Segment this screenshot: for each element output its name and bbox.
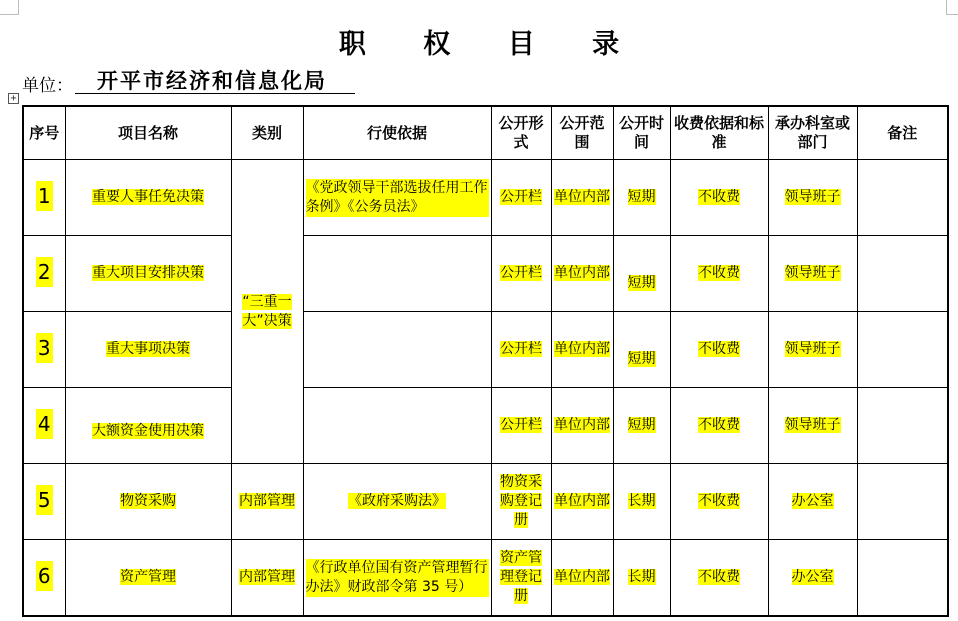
header-dept: 承办科室或部门 (768, 106, 857, 160)
cell-fee: 不收费 (670, 312, 768, 388)
cell-no: 2 (23, 236, 65, 312)
cell-dept: 办公室 (768, 464, 857, 540)
unit-value: 开平市经济和信息化局 (75, 64, 355, 94)
cell-time: 短期 (613, 236, 670, 312)
cell-time: 短期 (613, 388, 670, 464)
cell-basis (303, 236, 491, 312)
table-row (23, 464, 948, 540)
cell-no: 4 (23, 388, 65, 464)
cell-remark (857, 236, 948, 312)
cell-dept: 领导班子 (768, 312, 857, 388)
table-header-row (23, 106, 948, 160)
cell-name: 大额资金使用决策 (65, 388, 231, 464)
cell-basis (303, 388, 491, 464)
table-move-handle-icon[interactable]: + (8, 93, 19, 104)
cell-name: 重要人事任免决策 (65, 160, 231, 236)
cell-form: 公开栏 (491, 388, 551, 464)
cell-remark (857, 464, 948, 540)
cell-dept: 办公室 (768, 540, 857, 617)
header-basis: 行使依据 (303, 106, 491, 160)
cell-scope: 单位内部 (551, 540, 613, 617)
cell-name: 重大项目安排决策 (65, 236, 231, 312)
document-title: 职 权 目 录 (338, 29, 644, 60)
cell-form: 物资采购登记册 (491, 464, 551, 540)
cell-no: 3 (23, 312, 65, 388)
cell-form: 公开栏 (491, 236, 551, 312)
cell-fee: 不收费 (670, 160, 768, 236)
cell-no: 6 (23, 540, 65, 617)
cell-scope: 单位内部 (551, 312, 613, 388)
cell-no: 5 (23, 464, 65, 540)
header-scope: 公开范围 (551, 106, 613, 160)
header-form: 公开形式 (491, 106, 551, 160)
cell-form: 资产管理登记册 (491, 540, 551, 617)
header-name: 项目名称 (65, 106, 231, 160)
cell-scope: 单位内部 (551, 464, 613, 540)
cell-fee: 不收费 (670, 236, 768, 312)
authority-table (22, 105, 949, 617)
cell-category: 内部管理 (231, 540, 303, 617)
cell-fee: 不收费 (670, 388, 768, 464)
cell-scope: 单位内部 (551, 160, 613, 236)
cell-basis (303, 312, 491, 388)
cell-name: 重大事项决策 (65, 312, 231, 388)
cell-time: 短期 (613, 160, 670, 236)
table-row (23, 388, 948, 464)
cell-category: 内部管理 (231, 464, 303, 540)
header-fee: 收费依据和标准 (670, 106, 768, 160)
cell-time: 长期 (613, 464, 670, 540)
header-no: 序号 (23, 106, 65, 160)
cell-fee: 不收费 (670, 464, 768, 540)
cell-form: 公开栏 (491, 160, 551, 236)
cell-dept: 领导班子 (768, 236, 857, 312)
cell-basis: 《政府采购法》 (303, 464, 491, 540)
cell-dept: 领导班子 (768, 160, 857, 236)
cell-remark (857, 540, 948, 617)
cell-basis: 《党政领导干部选拔任用工作条例》《公务员法》 (303, 160, 491, 236)
cell-name: 资产管理 (65, 540, 231, 617)
cell-scope: 单位内部 (551, 236, 613, 312)
cell-fee: 不收费 (670, 540, 768, 617)
cell-form: 公开栏 (491, 312, 551, 388)
header-category: 类别 (231, 106, 303, 160)
page-corner-mark-left (0, 0, 19, 15)
cell-dept: 领导班子 (768, 388, 857, 464)
table-row (23, 312, 948, 388)
header-time: 公开时间 (613, 106, 670, 160)
table-row (23, 160, 948, 236)
cell-time: 长期 (613, 540, 670, 617)
cell-remark (857, 160, 948, 236)
cell-basis: 《行政单位国有资产管理暂行办法》财政部令第 35 号） (303, 540, 491, 617)
cell-category-merged: “三重一大”决策 (231, 160, 303, 464)
cell-no: 1 (23, 160, 65, 236)
cell-remark (857, 312, 948, 388)
cell-time: 短期 (613, 312, 670, 388)
page-corner-mark-right (946, 0, 958, 15)
cell-name: 物资采购 (65, 464, 231, 540)
table-row (23, 236, 948, 312)
table-row (23, 540, 948, 617)
cell-remark (857, 388, 948, 464)
cell-scope: 单位内部 (551, 388, 613, 464)
unit-label: 单位： (22, 76, 73, 96)
header-remark: 备注 (857, 106, 948, 160)
